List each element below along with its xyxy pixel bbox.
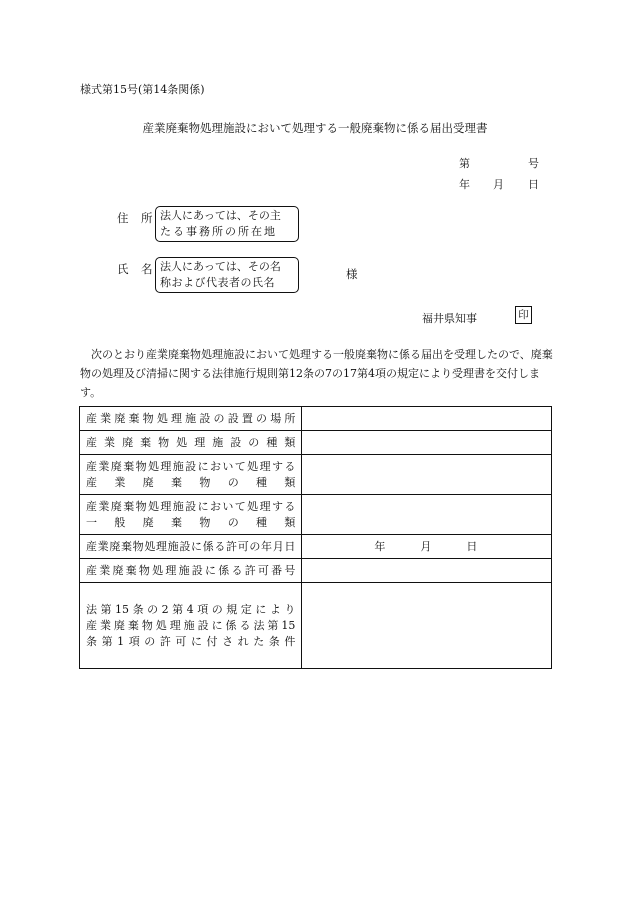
row-value: [302, 535, 552, 559]
address-note-line2: たる事務所の所在地: [160, 225, 277, 238]
table-row: [80, 495, 552, 535]
row-label-line: 一般廃棄物の種類: [86, 515, 296, 529]
row-label: 産業廃棄物処理施設に係る許可番号: [80, 559, 302, 583]
name-label: 氏 名: [117, 262, 153, 276]
table-row: [80, 559, 552, 583]
number-prefix: 第: [459, 157, 470, 170]
date-month: 月: [493, 178, 504, 191]
row-label-line: 産業廃棄物の種類: [86, 475, 296, 489]
row-label: [80, 583, 302, 669]
row-label-line: 法第15条の2第4項の規定により: [86, 602, 296, 616]
address-label: 住 所: [117, 211, 153, 225]
permit-year: 年: [374, 539, 386, 553]
row-value: [302, 431, 552, 455]
row-value: [302, 407, 552, 431]
permit-month: 月: [420, 539, 432, 553]
address-note: [155, 206, 299, 242]
table-row: [80, 583, 552, 669]
row-value: [302, 495, 552, 535]
address-note-line1: 法人にあっては、その主: [160, 209, 281, 222]
permit-day: 日: [466, 539, 478, 553]
date-day: 日: [528, 178, 539, 191]
name-note-line2: 称および代表者の氏名: [160, 276, 275, 289]
name-note-line1: 法人にあっては、その名: [160, 260, 281, 273]
seal-stamp: 印: [515, 306, 532, 324]
row-label: [80, 495, 302, 535]
number-suffix: 号: [528, 157, 539, 170]
row-label-line: 産業廃棄物処理施設に係る法第15: [86, 618, 296, 632]
body-paragraph: 次のとおり産業廃棄物処理施設において処理する一般廃棄物に係る届出を受理したので、廃棄物の処理及び清掃に関する法律施行規則第12条の7の17第4項の規定により受理書を交付します。: [80, 348, 553, 399]
row-label: 産業廃棄物処理施設に係る許可の年月日: [80, 535, 302, 559]
table-row: [80, 535, 552, 559]
row-label: 産業廃棄物処理施設の設置の場所: [80, 407, 302, 431]
row-value: [302, 455, 552, 495]
table-row: [80, 455, 552, 495]
row-label-line: 産業廃棄物処理施設において処理する: [86, 459, 296, 473]
form-number: 様式第15号(第14条関係): [80, 83, 205, 96]
receipt-table: [79, 406, 552, 669]
document-title: 産業廃棄物処理施設において処理する一般廃棄物に係る届出受理書: [142, 121, 488, 135]
name-note: [155, 257, 299, 293]
issuer-title: 福井県知事: [422, 312, 477, 325]
row-value: [302, 559, 552, 583]
table-row: [80, 407, 552, 431]
row-value: [302, 583, 552, 669]
honorific: 様: [346, 267, 358, 281]
row-label-line: 産業廃棄物処理施設において処理する: [86, 499, 296, 513]
row-label-line: 条第1項の許可に付された条件: [86, 634, 296, 648]
row-label: 産業廃棄物処理施設の種類: [80, 431, 302, 455]
table-row: [80, 431, 552, 455]
row-label: [80, 455, 302, 495]
date-year: 年: [459, 178, 470, 191]
